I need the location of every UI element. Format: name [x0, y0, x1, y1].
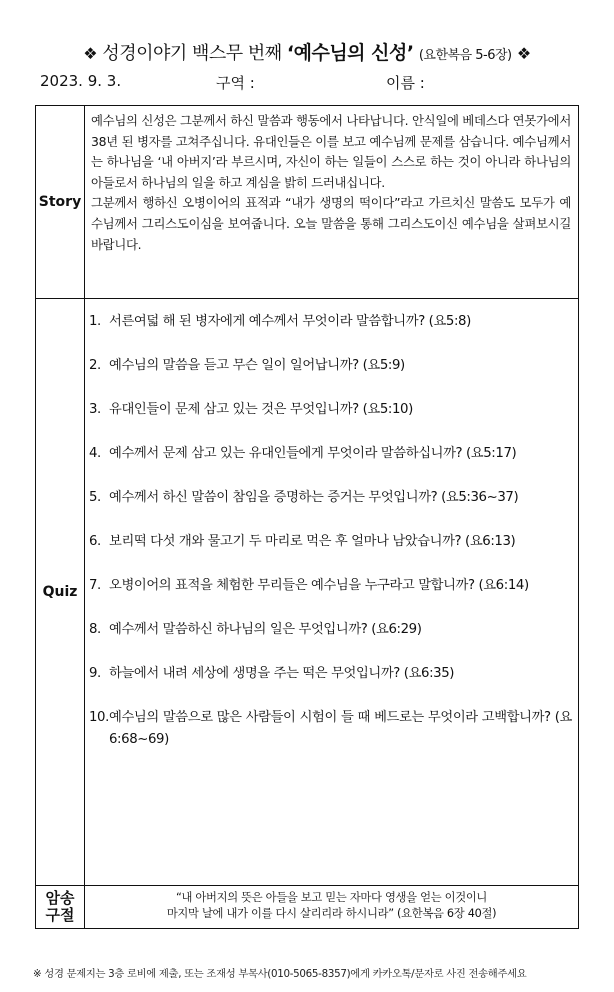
question-number: 2.	[89, 358, 101, 373]
question-number: 9.	[89, 666, 101, 681]
submission-footnote: ※ 성경 문제지는 3층 로비에 제출, 또는 조재성 부목사(010-5065-8357)에게 카카오톡/문자로 사진 전송해주세요	[33, 968, 527, 980]
memory-verse-line: 마지막 날에 내가 이를 다시 살리리라 하시니라” (요한복음 6장 40절)	[166, 907, 497, 920]
quiz-question	[89, 575, 572, 597]
quiz-question	[89, 707, 572, 751]
question-text: 예수님의 말씀으로 많은 사람들이 시험이 들 때 베드로는 무엇이라 고백합니까? (요6:68~69)	[109, 710, 572, 747]
quiz-question	[89, 443, 572, 465]
worksheet-table	[35, 105, 579, 929]
memory-verse-cell	[85, 886, 579, 929]
question-text: 서른여덟 해 된 병자에게 예수께서 무엇이라 말씀합니까? (요5:8)	[109, 314, 471, 329]
diamond-icon: ❖	[83, 44, 98, 63]
question-text: 보리떡 다섯 개와 물고기 두 마리로 먹은 후 얼마나 남았습니까? (요6:13)	[109, 534, 516, 549]
district-field: 구역 :	[216, 74, 255, 92]
question-text: 유대인들이 문제 삼고 있는 것은 무엇입니까? (요5:10)	[109, 402, 413, 417]
question-text: 예수께서 하신 말씀이 참임을 증명하는 증거는 무엇입니까? (요5:36~37)	[109, 490, 519, 505]
quiz-question	[89, 399, 572, 421]
question-text: 하늘에서 내려 세상에 생명을 주는 떡은 무엇입니까? (요6:35)	[109, 666, 455, 681]
story-row	[36, 106, 579, 299]
memory-verse-text	[85, 886, 578, 928]
question-number: 10.	[89, 710, 109, 725]
quiz-cell	[85, 299, 579, 886]
story-paragraph: 예수님의 신성은 그분께서 하신 말씀과 행동에서 나타납니다. 안식일에 베데스다 연못가에서 38년 된 병자를 고쳐주십니다. 유대인들은 이를 보고 예수님께 문제를 삼습니다. 예수님께서는 하나님을 ‘내 아버지’라 부르시며, 자신이 하는 일들이 스스로 하는 것이 아니라 하나님의 아들로서 하나님의 일을 하고 계심을 밝히 드러내십니다.	[91, 113, 571, 190]
memory-verse-label	[36, 886, 85, 929]
quiz-question	[89, 531, 572, 553]
name-field: 이름 :	[386, 74, 425, 92]
story-label: Story	[36, 106, 85, 299]
quiz-question	[89, 663, 572, 685]
lesson-title: ‘예수님의 신성’	[286, 42, 414, 64]
question-number: 5.	[89, 490, 101, 505]
series-label: 성경이야기 백스무 번째	[102, 43, 282, 64]
memory-label-line: 암송	[45, 889, 75, 907]
quiz-question	[89, 355, 572, 377]
story-text	[85, 106, 578, 298]
quiz-row	[36, 299, 579, 886]
diamond-icon: ❖	[516, 44, 531, 63]
worksheet-date: 2023. 9. 3.	[40, 72, 122, 90]
quiz-list	[85, 299, 578, 885]
quiz-question	[89, 619, 572, 641]
question-number: 8.	[89, 622, 101, 637]
question-text: 예수께서 말씀하신 하나님의 일은 무엇입니까? (요6:29)	[109, 622, 422, 637]
memory-label-line: 구절	[45, 906, 75, 924]
worksheet-title	[0, 38, 614, 65]
question-number: 1.	[89, 314, 101, 329]
story-paragraph: 그분께서 행하신 오병이어의 표적과 “내가 생명의 떡이다”라고 가르치신 말씀도 모두가 예수님께서 그리스도이심을 보여줍니다. 오늘 말씀을 통해 그리스도이신 예수님을 살펴보시길 바랍니다.	[91, 195, 571, 252]
question-number: 7.	[89, 578, 101, 593]
question-number: 6.	[89, 534, 101, 549]
question-text: 예수께서 문제 삼고 있는 유대인들에게 무엇이라 말씀하십니까? (요5:17)	[109, 446, 517, 461]
quiz-question	[89, 487, 572, 509]
story-cell	[85, 106, 579, 299]
scripture-range: (요한복음 5-6장)	[418, 48, 512, 63]
memory-verse-row	[36, 886, 579, 929]
quiz-question	[89, 311, 572, 333]
memory-verse-line: “내 아버지의 뜻은 아들을 보고 믿는 자마다 영생을 얻는 이것이니	[175, 891, 488, 904]
question-text: 예수님의 말씀을 듣고 무슨 일이 일어납니까? (요5:9)	[109, 358, 405, 373]
question-number: 3.	[89, 402, 101, 417]
question-text: 오병이어의 표적을 체험한 무리들은 예수님을 누구라고 말합니까? (요6:14)	[109, 578, 529, 593]
meta-row	[40, 72, 580, 94]
quiz-label: Quiz	[36, 299, 85, 886]
question-number: 4.	[89, 446, 101, 461]
